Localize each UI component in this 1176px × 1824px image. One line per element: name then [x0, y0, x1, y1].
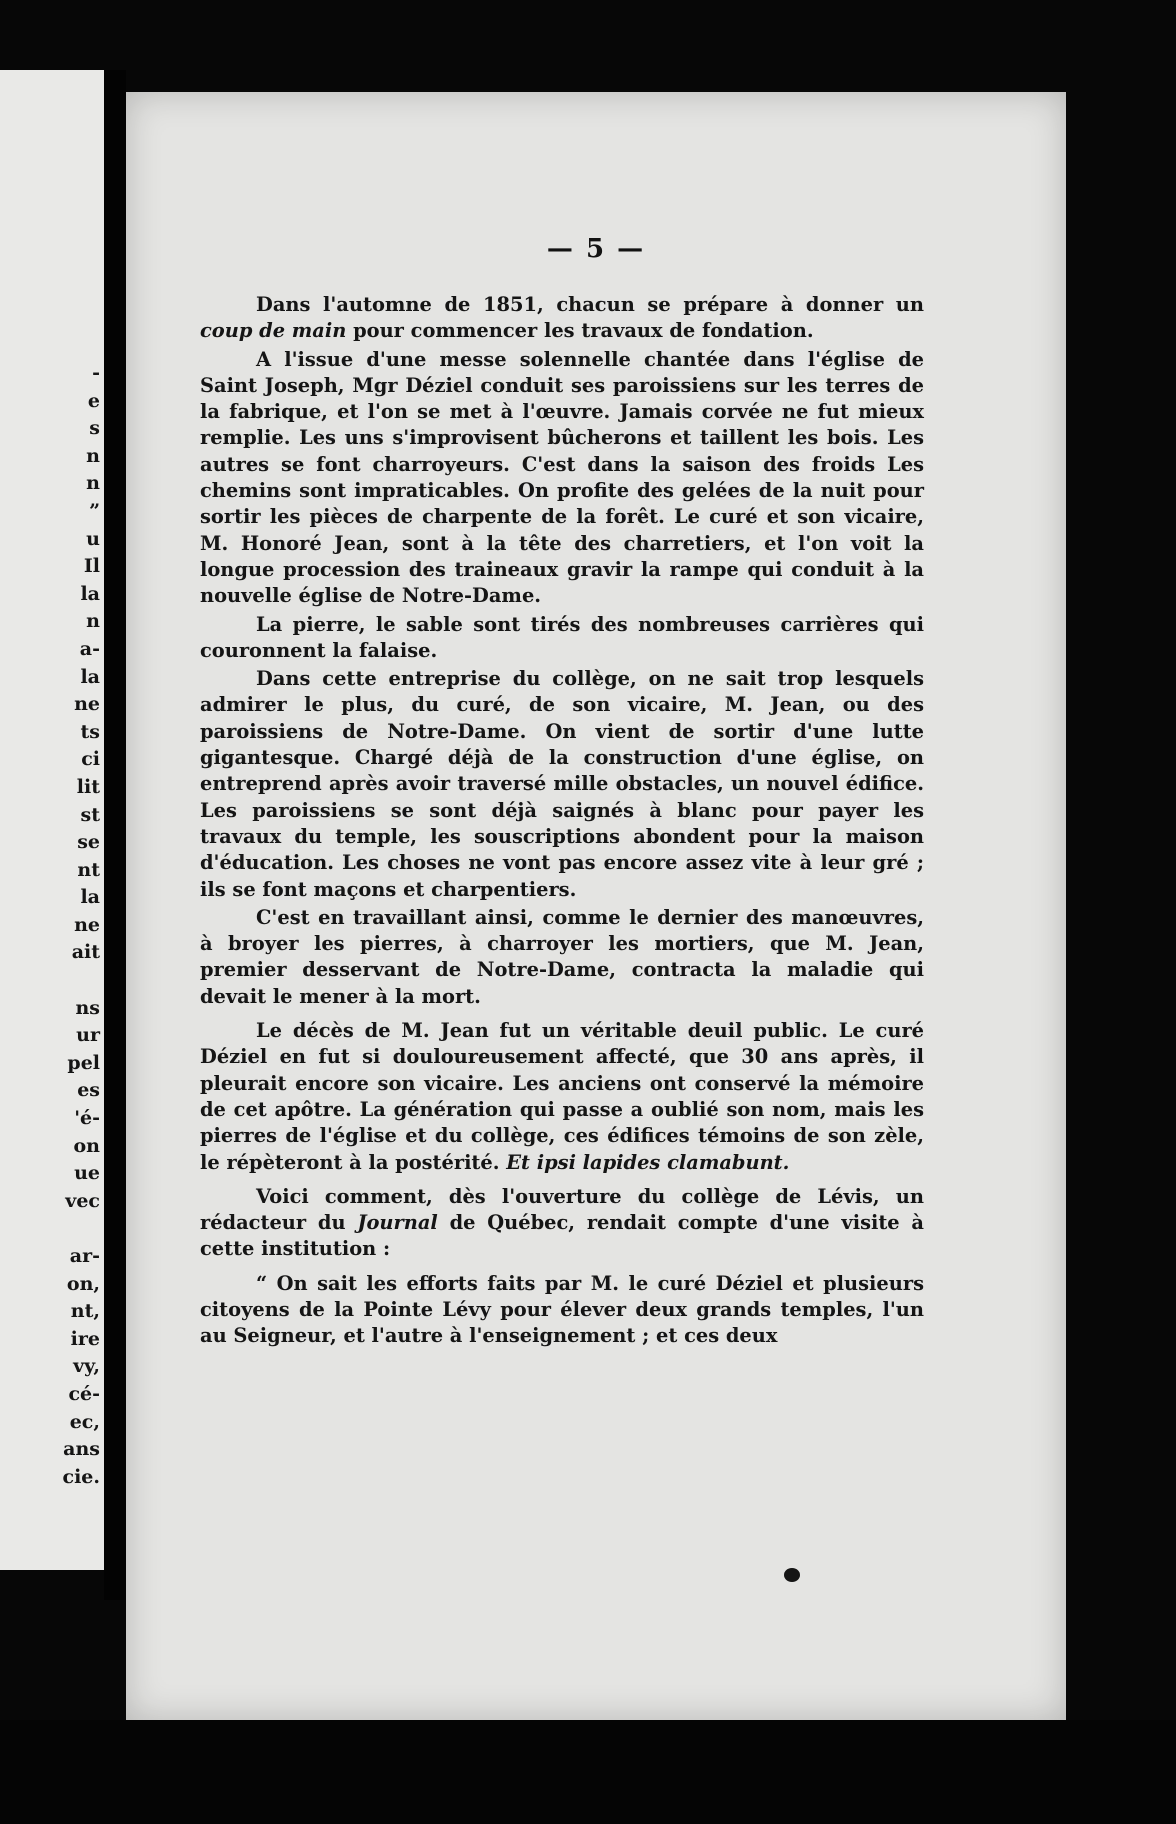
previous-page-fragment: cie. [62, 1465, 100, 1488]
previous-page-fragment: n [86, 444, 100, 467]
ink-blot [784, 1568, 800, 1582]
text-run: A l'issue d'une messe solennelle chantée dans l'église de Saint Joseph, Mgr Déziel conduit ses paroissiens sur les terres de la fabrique, et l'on se met à l'œuvre. Jamais corvée ne fut mieux remplie. Les uns s'improvisent bûcherons et taillent les bois. Les autres se font charroyeurs. C'est dans la saison des froids Les chemins sont impraticables. On profite des gelées de la nuit pour sortir les pièces de charpente de la forêt. Le curé et son vicaire, M. Honoré Jean, sont à la tête des charretiers, et l'on voit la longue procession des traineaux gravir la rampe qui conduit à la nouvelle église de Notre-Dame. [200, 347, 924, 608]
previous-page-fragment: se [77, 831, 100, 854]
text-run: Voici comment, dès l'ouverture du collège de Lévis, un rédacteur du [200, 1184, 924, 1235]
previous-page-fragment: 'é- [74, 1107, 100, 1130]
text-run: La pierre, le sable sont tirés des nombreuses carrières qui couronnent la falaise. [200, 612, 924, 662]
paragraph [200, 1018, 924, 1176]
previous-page-fragment: ns [75, 996, 100, 1019]
paragraph [200, 292, 924, 345]
previous-page-fragment: la [80, 582, 100, 605]
previous-page-fragment: st [80, 803, 100, 826]
previous-page-fragment: vy, [73, 1355, 100, 1378]
previous-page-fragment: a- [79, 637, 100, 660]
text-run: pour commencer les travaux de fondation. [346, 319, 814, 343]
previous-page-fragment: ts [80, 720, 100, 743]
paragraph [200, 905, 924, 1010]
previous-page-fragment: ec, [69, 1410, 100, 1433]
previous-page-fragment: ci [81, 748, 100, 771]
previous-page-fragment: s [89, 417, 100, 440]
body-text [200, 292, 924, 1352]
text-run: C'est en travaillant ainsi, comme le dernier des manœuvres, à broyer les pierres, à charroyer les mortiers, que M. Jean, premier desservant de Notre-Dame, contracta la maladie qui devait le mener à la mort. [200, 905, 924, 1008]
text-run: Dans l'automne de 1851, chacun se prépare à donner un [256, 293, 924, 316]
previous-page-fragment: n [86, 472, 100, 495]
previous-page-fragment: on, [66, 1272, 100, 1295]
previous-page-fragment: ait [71, 941, 100, 964]
book-gutter [104, 70, 126, 1600]
italic-text: Journal [357, 1211, 438, 1235]
previous-page-fragment: ire [70, 1327, 100, 1350]
previous-page-fragment: ur [76, 1024, 100, 1047]
previous-page-fragment: u [86, 527, 100, 550]
text-run: Dans cette entreprise du collège, on ne sait trop lesquels admirer le plus, du curé, de son vicaire, M. Jean, ou des paroissiens de Notre-Dame. On vient de sortir d'une lutte gigantesque. Chargé déjà de la construction d'une église, on entreprend après avoir traversé mille obstacles, un nouvel édifice. Les paroissiens se sont déjà saignés à blanc pour payer les travaux du temple, les souscriptions abondent pour la maison d'éducation. Les choses ne vont pas encore assez vite à leur gré ; ils se font maçons et charpentiers. [200, 667, 924, 901]
scan-border [0, 1720, 1176, 1824]
previous-page-fragment: nt, [70, 1300, 100, 1323]
paragraph [200, 612, 924, 665]
previous-page-fragment: la [80, 665, 100, 688]
previous-page-line-ends [63, 360, 101, 1491]
previous-page-fragment: Il [83, 555, 100, 578]
previous-page-fragment: es [77, 1079, 100, 1102]
text-run: “ On sait les efforts faits par M. le curé Déziel et plusieurs citoyens de la Pointe Lévy pour élever deux grands temples, l'un au Seigneur, et l'autre à l'enseignement ; et ces deux [200, 1271, 924, 1348]
previous-page-fragment: e [87, 389, 100, 412]
text-run: de Québec, rendait compte d'une visite à cette institution : [200, 1211, 924, 1261]
previous-page-fragment: ue [74, 1162, 100, 1185]
previous-page-fragment: ar- [69, 1245, 100, 1267]
previous-page-fragment: ” [89, 499, 100, 522]
previous-page-edge [0, 70, 104, 1570]
page-number: — 5 — [546, 234, 646, 264]
previous-page-fragment: pel [67, 1051, 100, 1074]
previous-page-fragment: on [73, 1134, 100, 1157]
paragraph [200, 1271, 924, 1350]
previous-page-fragment: nt [77, 858, 100, 881]
previous-page-fragment [63, 1215, 101, 1243]
previous-page-fragment: - [92, 362, 100, 384]
previous-page-fragment: n [86, 610, 100, 633]
italic-text: coup de main [200, 319, 347, 343]
paragraph [200, 1184, 924, 1263]
document-page [126, 92, 1066, 1720]
previous-page-fragment: vec [65, 1189, 100, 1212]
paragraph [200, 666, 924, 903]
previous-page-fragment: cé- [68, 1382, 100, 1405]
previous-page-fragment [63, 967, 101, 995]
previous-page-fragment: lit [76, 775, 100, 798]
previous-page-fragment: ans [63, 1438, 100, 1461]
previous-page-fragment: ne [74, 913, 100, 936]
paragraph [200, 347, 924, 610]
previous-page-fragment: ne [74, 693, 100, 716]
text-run: Le décès de M. Jean fut un véritable deuil public. Le curé Déziel en fut si douloureusement affecté, que 30 ans après, il pleurait encore son vicaire. Les anciens ont conservé la mémoire de cet apôtre. La génération qui passe a oublié son nom, mais les pierres de l'église et du collège, ces édifices témoins de son zèle, le répèteront à la postérité. [200, 1019, 924, 1174]
italic-text: Et ipsi lapides clamabunt. [506, 1150, 790, 1174]
previous-page-fragment: la [80, 886, 100, 909]
